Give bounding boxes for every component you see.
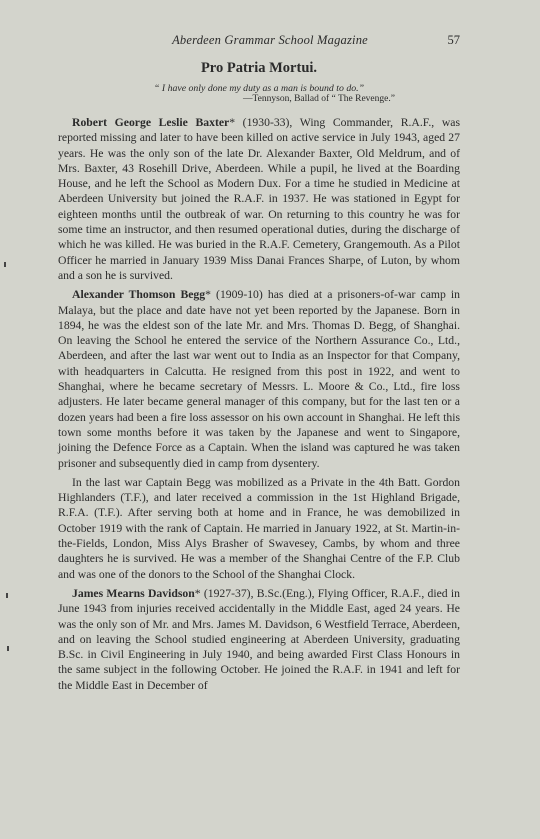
entry-name: James Mearns Davidson (72, 586, 195, 600)
entry-text: * (1930-33), Wing Commander, R.A.F., was reported missing and later to have been killed on active service in July 1943, aged 27 years. He was the only son of the late Dr. Alexander Baxter, Old Meldrum, and of Mrs. Baxter, 43 Rosehill Drive, Aberdeen. While a pupil, he lived at the Boarding House, and he left the School as Modern Dux. For a time he studied in Medicine at Aberdeen University but joined the R.A.F. in 1937. He was stationed in Egypt for eighteen months until the outbreak of war. On returning to this country he was for some time an instructor, and then resumed operational duties, during the discharge of which he was killed. He was buried in the R.A.F. Cemetery, Grangemouth. As a Pilot Officer he married in January 1939 Miss Danai Frances Sharpe, of Luton, by whom and a son he is survived. (58, 116, 460, 282)
epigraph (58, 83, 460, 105)
margin-speck (4, 262, 6, 267)
obituary-entry-continuation: In the last war Captain Begg was mobilized as a Private in the 4th Batt. Gordon Highlanders (T.F.), and later received a commission in the 1st Highland Brigade, R.F.A. (T.F.). After serving both at home and in France, he was demobilized in October 1919 with the rank of Captain. He married in January 1922, at St. Martin-in-the-Fields, London, Miss Alys Brasher of Swavesey, Cambs, by whom and three daughters he is survived. He was a member of the Shanghai Centre of the F.P. Club and was one of the donors to the School of the Shanghai Clock. (58, 475, 460, 581)
obituary-entry (58, 586, 460, 693)
entry-name: Alexander Thomson Begg (72, 288, 206, 302)
epigraph-source: —Tennyson, Ballad of “ The Revenge.” (243, 94, 395, 104)
entry-text: * (1909-10) has died at a prisoners-of-war camp in Malaya, but the place and date have not yet been reported by the Japanese. Born in 1894, he was the eldest son of the late Mr. and Mrs. Thomas D. Begg, of Shanghai. On leaving the School he entered the service of the Northern Assurance Co., Ltd., Aberdeen, and after the last war went out to India as an Inspector for that Company, with headquarters in Calcutta. He resigned from this post in 1922, and went to Shanghai, where he became secretary of Messrs. L. Moore & Co., Ltd., fire loss adjusters. He later became general manager of this company, but for the last ten or a dozen years had been a fire loss assessor on his own account in Shanghai. He left this town some months before it was taken by the Japanese and went to Singapore, joining the Defence Force as a Captain. When the island was captured he was taken prisoner and subsequently died in camp from dysentery. (58, 288, 460, 470)
obituary-entry (58, 115, 460, 283)
entry-name: Robert George Leslie Baxter (72, 116, 230, 129)
margin-speck (7, 646, 9, 651)
entry-text: * (1927-37), B.Sc.(Eng.), Flying Officer, R.A.F., died in June 1943 from injuries received accidentally in the Middle East, aged 24 years. He was the only son of Mr. and Mrs. James M. Davidson, 6 Westfield Terrace, Aberdeen, and on leaving the School studied engineering at Aberdeen University, graduating B.Sc. in Civil Engineering in July 1940, and being awarded First Class Honours in the same subject in the following October. He joined the R.A.F. in 1941 and left for the Middle East in December of (58, 586, 460, 692)
section-title: Pro Patria Mortui. (200, 60, 318, 76)
page-number: 57 (447, 33, 460, 47)
margin-speck (6, 593, 8, 598)
obituary-entry (58, 287, 460, 471)
article-body (58, 60, 460, 697)
page-header (0, 33, 540, 53)
running-title: Aberdeen Grammar School Magazine (172, 33, 368, 47)
epigraph-quote: “ I have only done my duty as a man is bound to do.” (153, 83, 365, 94)
